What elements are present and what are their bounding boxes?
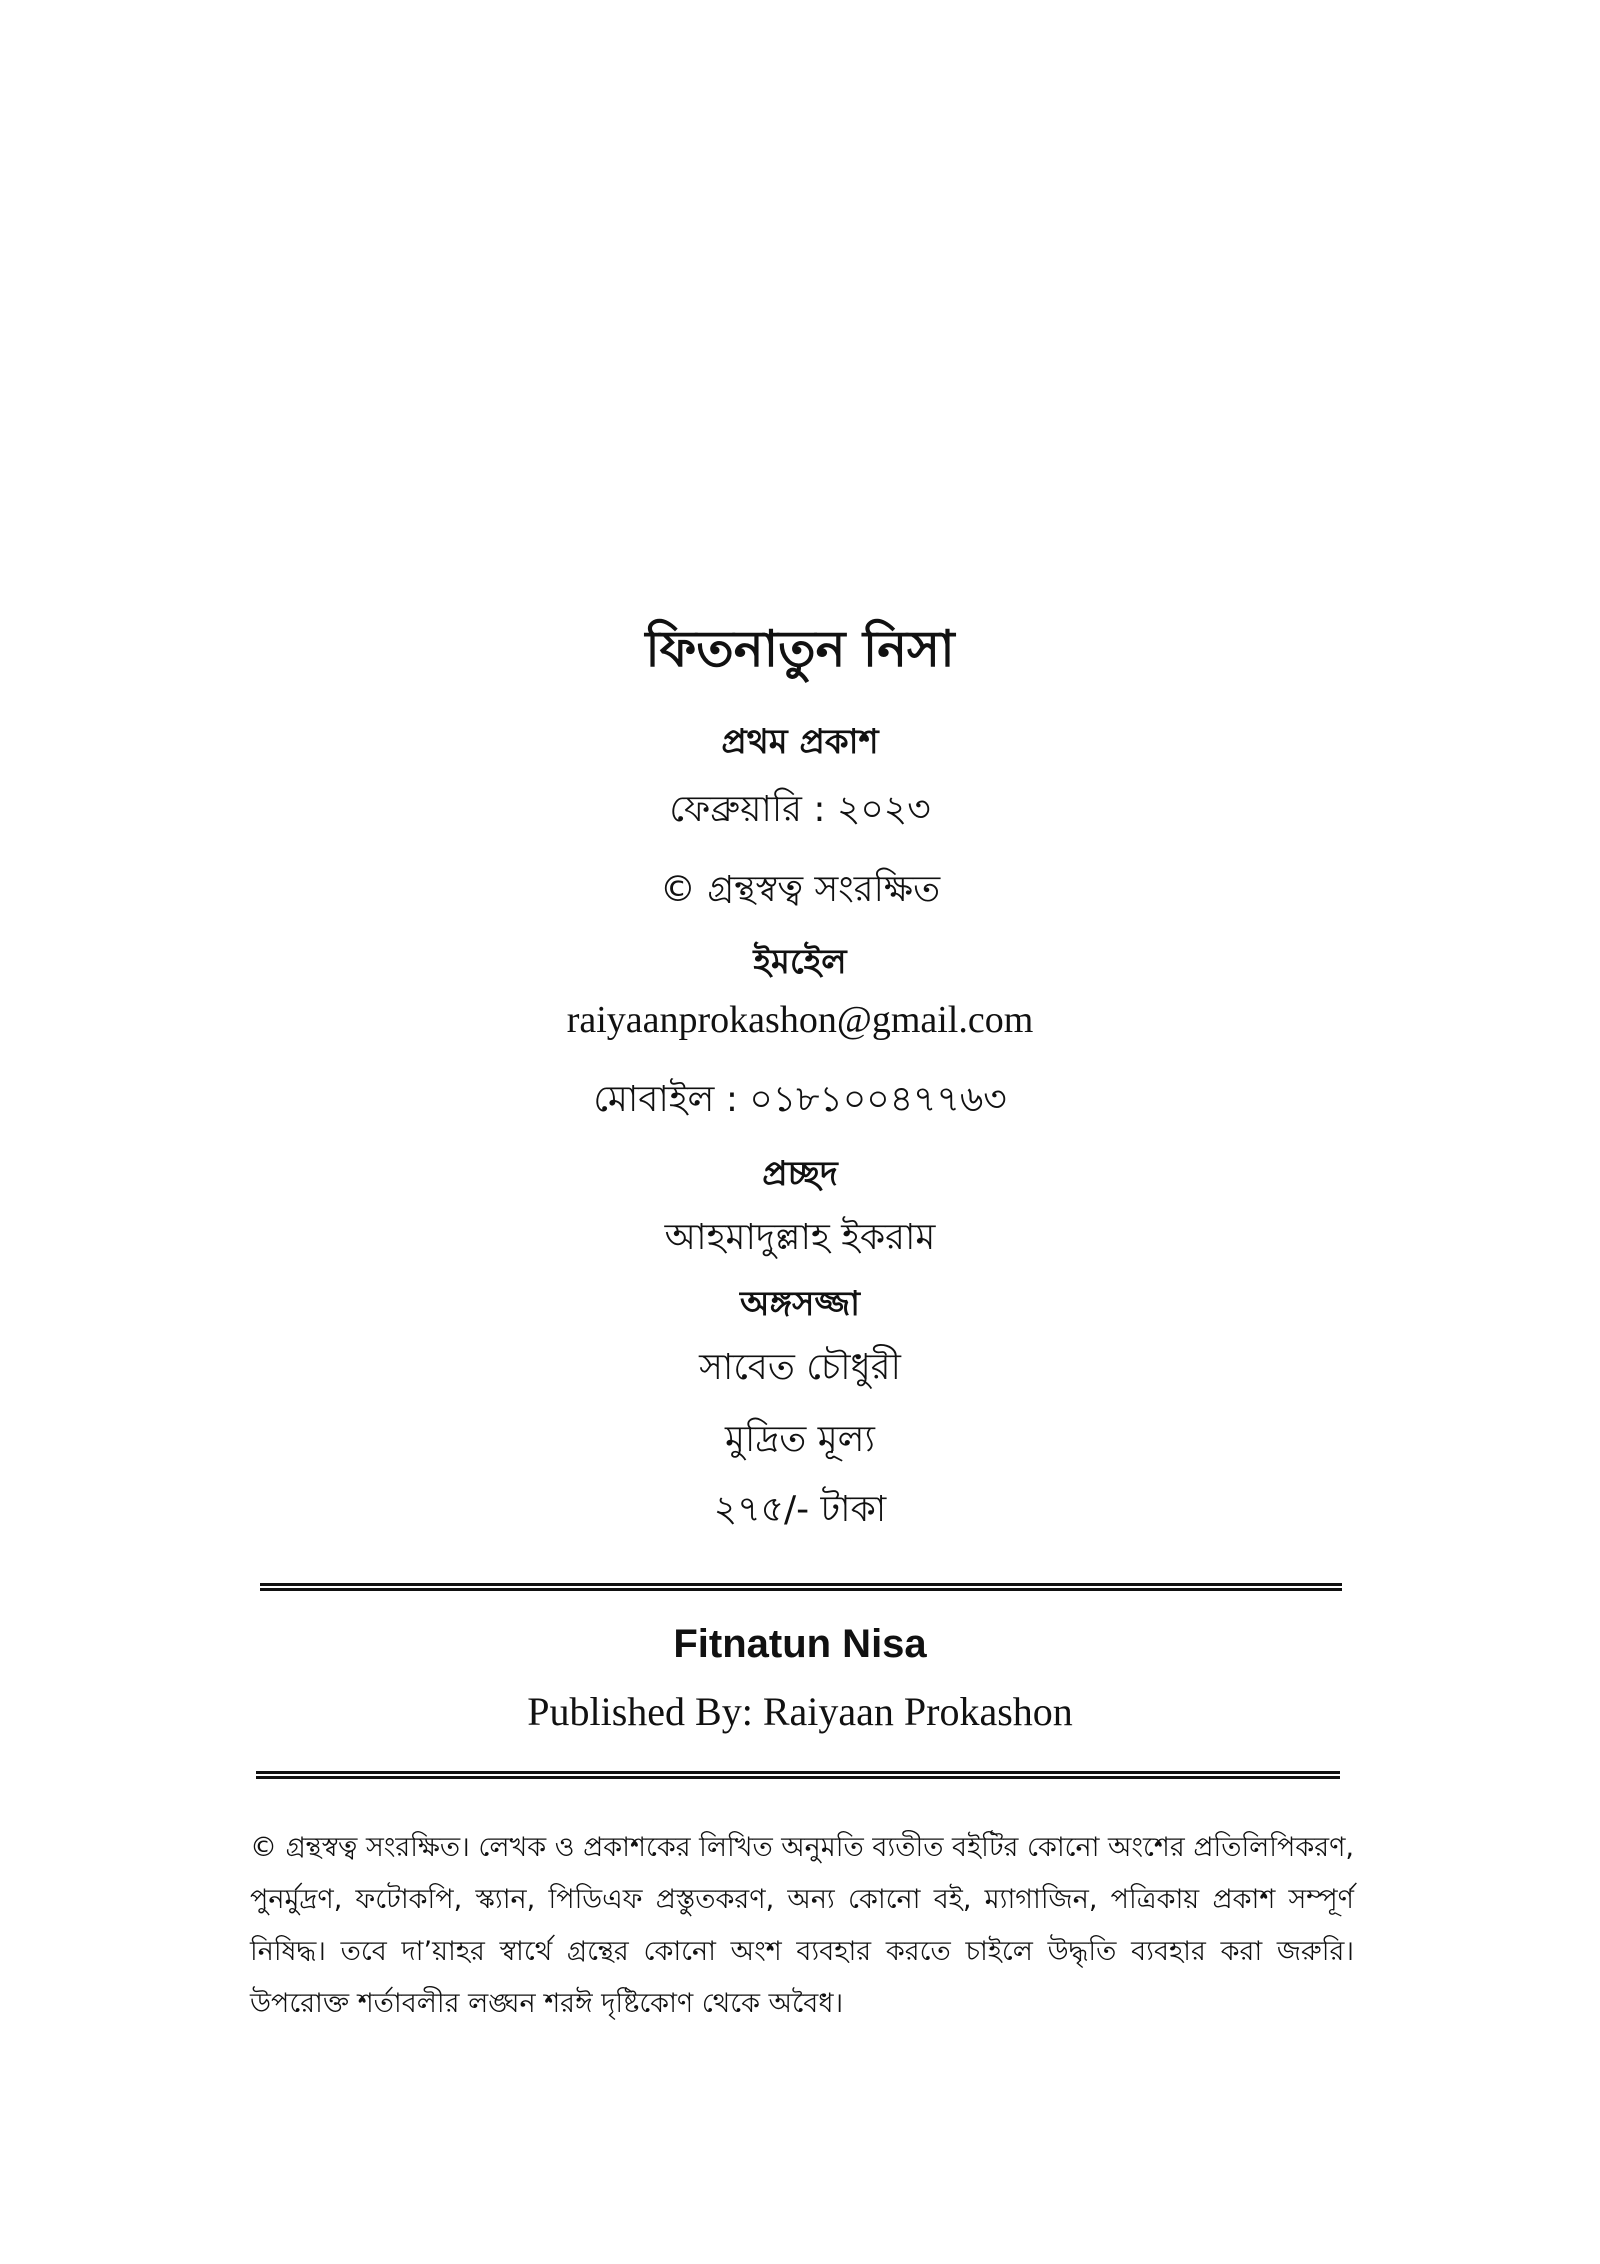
english-title: Fitnatun Nisa	[673, 1622, 927, 1666]
copyright-short: © গ্রন্থস্বত্ব সংরক্ষিত	[659, 869, 941, 910]
price-value: ২৭৫/- টাকা	[713, 1489, 887, 1530]
design-heading: অঙ্গসজ্জা	[740, 1284, 860, 1324]
divider-bottom	[256, 1771, 1340, 1779]
price-heading: মুদ্রিত মূল্য	[725, 1419, 875, 1460]
cover-artist: আহমাদুল্লাহ ইকরাম	[664, 1217, 936, 1258]
design-credit: সাবেত চৌধুরী	[699, 1347, 901, 1388]
english-publisher: Published By: Raiyaan Prokashon	[527, 1689, 1073, 1734]
book-title: ফিতনাতুন নিসা	[645, 620, 955, 678]
email-heading: ইমইেল	[753, 942, 847, 982]
divider-top	[260, 1583, 1342, 1591]
email-address: raiyaanprokashon@gmail.com	[566, 999, 1034, 1041]
mobile-number: মোবাইল : ০১৮১০০৪৭৭৬৩	[593, 1079, 1007, 1120]
cover-heading: প্রচ্ছদ	[762, 1154, 838, 1194]
copyright-notice: © গ্রন্থস্বত্ব সংরক্ষিত। লেখক ও প্রকাশকের লিখিত অনুমতি ব্যতীত বইটির কোনো অংশের প্রতিলিপিকরণ, পুনর্মুদ্রণ, ফটোকপি, স্ক্যান, পিডিএফ প্রস্তুতকরণ, অন্য কোনো বই, ম্যাগাজিন, পত্রিকায় প্রকাশ সম্পূর্ণ নিষিদ্ধ। তবে দা’য়াহর স্বার্থে গ্রন্থের কোনো অংশ ব্যবহার করতে চাইলে উদ্ধৃতি ব্যবহার করা জরুরি। উপরোক্ত শর্তাবলীর লঙ্ঘন শরঈ দৃষ্টিকোণ থেকে অবৈধ।	[250, 1832, 1354, 2019]
first-edition-heading: প্রথম প্রকাশ	[721, 722, 879, 762]
first-edition-date: ফেব্রুয়ারি : ২০২৩	[669, 789, 931, 830]
